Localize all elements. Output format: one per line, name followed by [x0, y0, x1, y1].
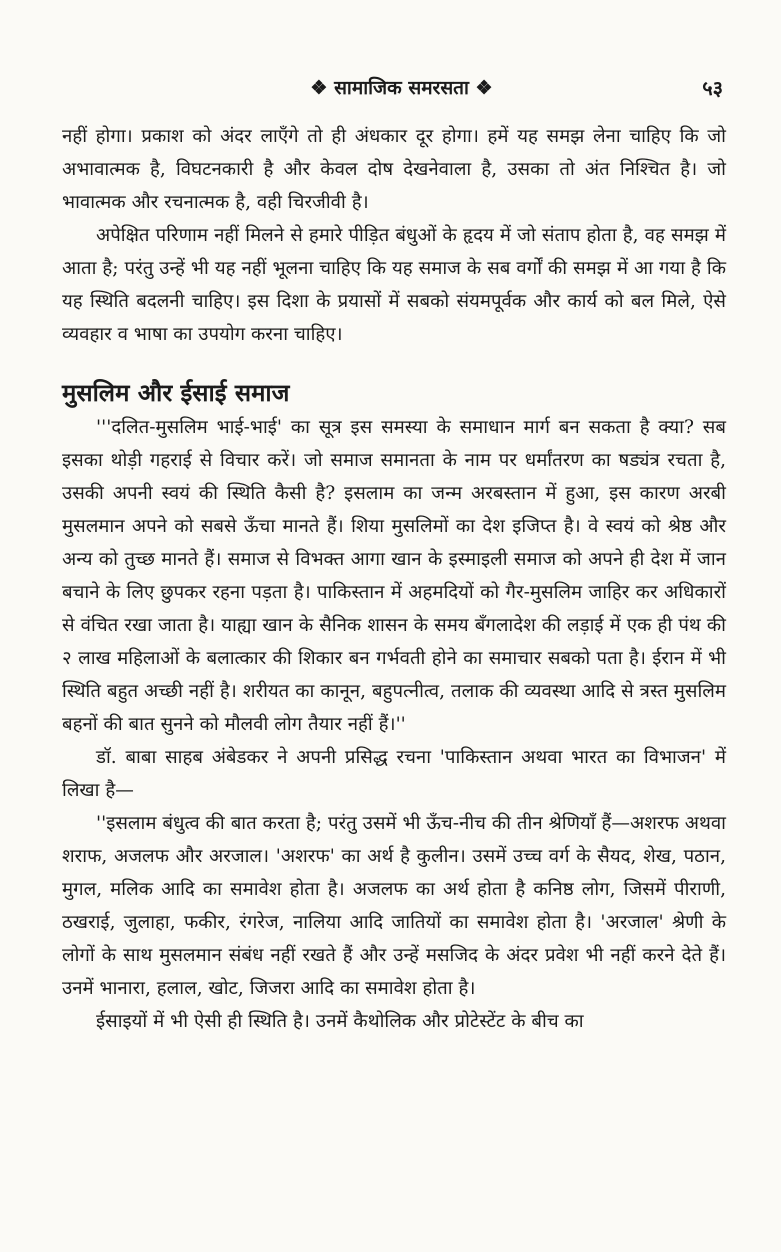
- paragraph-3: '''दलित-मुसलिम भाई-भाई' का सूत्र इस समस्या के समाधान मार्ग बन सकता है क्या? सब इसका थोड़ी गहराई से विचार करें। जो समाज समानता के नाम पर धर्मांतरण का षड्यंत्र रचता है, उसकी अपनी स्वयं की स्थिति कैसी है? इसलाम का जन्म अरबस्तान में हुआ, इस कारण अरबी मुसलमान अपने को सबसे ऊँचा मानते हैं। शिया मुसलिमों का देश इजिप्त है। वे स्वयं को श्रेष्ठ और अन्य को तुच्छ मानते हैं। समाज से विभक्त आगा खान के इस्माइली समाज को अपने ही देश में जान बचाने के लिए छुपकर रहना पड़ता है। पाकिस्तान में अहमदियों को गैर-मुसलिम जाहिर कर अधिकारों से वंचित रखा जाता है। याह्या खान के सैनिक शासन के समय बँगलादेश की लड़ाई में एक ही पंथ की २ लाख महिलाओं के बलात्कार की शिकार बन गर्भवती होने का समाचार सबको पता है। ईरान में भी स्थिति बहुत अच्छी नहीं है। शरीयत का कानून, बहुपत्नीत्व, तलाक की व्यवस्था आदि से त्रस्त मुसलिम बहनों की बात सुनने को मौलवी लोग तैयार नहीं हैं।'': [62, 417, 726, 735]
- paragraph-6: ईसाइयों में भी ऐसी ही स्थिति है। उनमें कैथोलिक और प्रोटेस्टेंट के बीच का: [96, 1011, 584, 1032]
- section-heading: मुसलिम और ईसाई समाज: [62, 378, 290, 407]
- running-title: ❖ सामाजिक समरसता ❖: [310, 77, 493, 99]
- running-header: [62, 74, 741, 106]
- page-number: ५३: [702, 76, 723, 100]
- page-content: [62, 120, 726, 1038]
- paragraph-4: डॉ. बाबा साहब अंबेडकर ने अपनी प्रसिद्ध रचना 'पाकिस्तान अथवा भारत का विभाजन' में लिखा है—: [62, 747, 726, 801]
- section-spacer: [62, 351, 726, 375]
- paragraph-1: नहीं होगा। प्रकाश को अंदर लाएँगे तो ही अंधकार दूर होगा। हमें यह समझ लेना चाहिए कि जो अभावात्मक है, विघटनकारी है और केवल दोष देखनेवाला है, उसका तो अंत निश्चित है। जो भावात्मक और रचनात्मक है, वही चिरजीवी है।: [62, 126, 726, 213]
- paragraph-5: ''इसलाम बंधुत्व की बात करता है; परंतु उसमें भी ऊँच-नीच की तीन श्रेणियाँ हैं—अशरफ अथवा शराफ, अजलफ और अरजाल। 'अशरफ' का अर्थ है कुलीन। उसमें उच्च वर्ग के सैयद, शेख, पठान, मुगल, मलिक आदि का समावेश होता है। अजलफ का अर्थ होता है कनिष्ठ लोग, जिसमें पीराणी, ठखराई, जुलाहा, फकीर, रंगरेज, नालिया आदि जातियों का समावेश होता है। 'अरजाल' श्रेणी के लोगों के साथ मुसलमान संबंध नहीं रखते हैं और उन्हें मसजिद के अंदर प्रवेश भी नहीं करने देते हैं। उनमें भानारा, हलाल, खोट, जिजरा आदि का समावेश होता है।: [62, 813, 726, 999]
- paragraph-2: अपेक्षित परिणाम नहीं मिलने से हमारे पीड़ित बंधुओं के हृदय में जो संताप होता है, वह समझ में आता है; परंतु उन्हें भी यह नहीं भूलना चाहिए कि यह समाज के सब वर्गों की समझ में आ गया है कि यह स्थिति बदलनी चाहिए। इस दिशा के प्रयासों में सबको संयमपूर्वक और कार्य को बल मिले, ऐसे व्यवहार व भाषा का उपयोग करना चाहिए।: [62, 225, 726, 345]
